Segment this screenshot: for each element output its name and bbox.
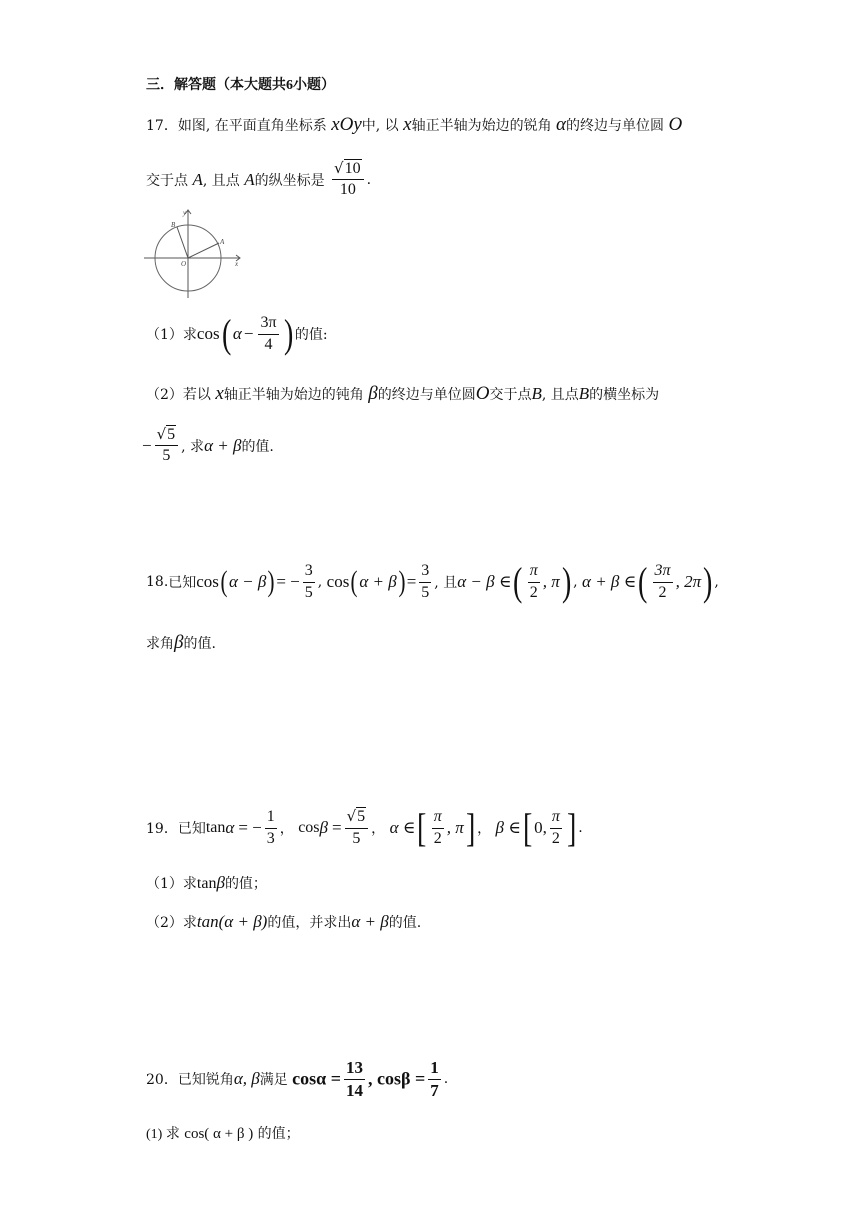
q18-expr2: α + β (359, 572, 397, 591)
q17-part2-text: 交于点 (489, 387, 532, 403)
q20-f2-den: 7 (430, 1080, 439, 1100)
q17-text: 的纵坐标是 (254, 172, 325, 189)
q20-frac1 (344, 1058, 365, 1100)
label-O: O (181, 260, 187, 268)
q19-frac3 (432, 808, 444, 848)
q18-frac2 (419, 562, 431, 602)
q17-part2-B: B (578, 384, 590, 403)
q17-period: . (366, 171, 372, 188)
q19-sep: ， (371, 821, 386, 837)
q18-cos1: cos (196, 572, 219, 591)
q17-part2-text: 轴正半轴为始边的钝角 (223, 387, 364, 403)
q18-frac3 (528, 562, 540, 602)
q17-text: 如图, 在平面直角坐标系 (177, 118, 327, 134)
q20-cos1: cosα = (292, 1068, 341, 1089)
q18-twopi: , 2π (675, 572, 702, 591)
q18-text: , 且 (434, 575, 458, 591)
ray-OB (177, 227, 188, 258)
ray-OA (188, 243, 219, 258)
q19-f3-den: 2 (433, 829, 442, 847)
label-B: B (171, 221, 176, 229)
q17-A: A (192, 169, 203, 189)
q18-line2 (146, 632, 216, 654)
q19-alpha-in: α ∈ (389, 818, 416, 837)
q17-line2 (146, 160, 371, 200)
q17-part2-beta: β (368, 383, 378, 404)
q20-f1-num: 13 (344, 1058, 365, 1080)
q20-part1-tail: 的值； (257, 1126, 300, 1142)
q18-f2-den: 5 (421, 583, 430, 601)
q19-text: 已知 (177, 821, 206, 837)
q19-f3-num: π (432, 808, 444, 828)
q17-text: 的终边与单位圆 (566, 118, 665, 134)
section-heading-tail: 小题） (293, 77, 335, 93)
q17-text: 交于点 (146, 172, 188, 189)
q17-line1 (146, 114, 682, 136)
q17-part1-tail: 的值: (294, 327, 328, 343)
q19-part2-expr2: α + β (351, 912, 389, 931)
q18-f2-num: 3 (419, 562, 431, 582)
q17-part2-tail: 的值. (241, 438, 274, 455)
q20-part1-label: (1) 求 (146, 1127, 180, 1142)
q19-number: 19． (146, 821, 178, 837)
q18-number: 18. (146, 574, 169, 590)
q18-f4-num: 3π (653, 562, 673, 582)
q17-frac-num: 10 (344, 160, 361, 177)
q18-expr1: α − β (228, 572, 267, 591)
q17-part1: （1）求cos( α − $\frac{3\pi}{4}$ ) 的值: (146, 311, 328, 356)
q18-f3-num: π (528, 562, 540, 582)
q18-line2-text: 求角 (146, 636, 174, 652)
q17-part2-text: , 且点 (541, 387, 579, 403)
q17-text: 轴正半轴为始边的锐角 (411, 118, 552, 134)
q17-part1-cos: cos (196, 324, 220, 343)
q20-f2-num: 1 (428, 1058, 441, 1080)
q19-beta: β (319, 818, 328, 837)
q18-f3-den: 2 (529, 583, 538, 601)
q19-eq2: = (332, 818, 342, 837)
q17-part2-B: B (531, 384, 542, 403)
q17-A: A (244, 169, 255, 189)
q20-line1 (146, 1058, 448, 1100)
q18-expr3: α − β ∈ (457, 572, 512, 591)
q17-part1-num: 3π (258, 314, 278, 334)
q19-part1-beta: β (216, 873, 225, 892)
q17-part1-alpha: α (232, 324, 242, 343)
q19-sep: ， (279, 821, 294, 837)
q20-frac2 (428, 1058, 441, 1100)
q18-tail: 的值. (183, 636, 216, 652)
q17-part2-x: x (215, 383, 224, 404)
q19-cos: cos (298, 819, 320, 836)
q19-f4-num: π (550, 808, 562, 828)
q20-alpha-beta: α, β (233, 1069, 260, 1089)
q19-part2-expr: tan(α + β) (196, 912, 268, 931)
q19-beta-in: β ∈ (495, 818, 521, 837)
q19-part2-label: （2）求 (146, 915, 197, 931)
q18-pi: , π (542, 572, 560, 591)
q20-part1 (146, 1123, 300, 1143)
section-heading-text: 三．解答题（本大题共 (146, 77, 286, 93)
q17-text: 中, 以 (361, 118, 399, 134)
q19-tan: tan (205, 819, 226, 836)
q20-end: . (443, 1071, 449, 1088)
q17-part1-fraction (258, 314, 278, 354)
q17-alpha: α (556, 114, 567, 135)
q17-frac-den: 10 (339, 181, 356, 199)
q19-part1-label: （1）求 (146, 876, 197, 892)
q19-f1-num: 1 (265, 808, 277, 828)
q20-cos2: , cosβ = (367, 1068, 426, 1089)
q18-eq2: = (406, 572, 417, 591)
q19-part1-tan: tan (196, 875, 217, 892)
q19-eq1: = − (238, 818, 262, 837)
q17-fraction: $\frac{√10}{10}$ (332, 160, 364, 200)
q19-frac1 (265, 808, 277, 848)
q19-part2-mid: 的值，并求出 (267, 915, 352, 931)
q17-part2-O: O (475, 383, 490, 404)
q18-comma: , (317, 574, 323, 590)
q19-pi: , π (446, 818, 464, 837)
q17-part2-label: （2）若以 (146, 387, 211, 403)
q19-part1 (146, 873, 267, 893)
q17-part2-line1 (146, 383, 659, 405)
q18-beta: β (174, 632, 184, 653)
q17-part2-text: 的横坐标为 (589, 387, 660, 403)
q20-f1-den: 14 (345, 1080, 363, 1100)
q17-part2-den: 5 (162, 447, 171, 465)
q19-frac4 (550, 808, 562, 848)
q18-frac1 (303, 562, 315, 602)
q18-expr4: α + β ∈ (582, 572, 637, 591)
q19-f4-den: 2 (551, 829, 560, 847)
q19-part2 (146, 912, 421, 932)
q17-part2-num: 5 (167, 426, 176, 443)
q18-comma: , (573, 574, 578, 590)
q17-x: x (403, 114, 412, 135)
q19-end: . (578, 820, 583, 836)
section-count: 6 (286, 78, 293, 93)
q19-part2-tail: 的值. (388, 915, 422, 931)
q18-text: 已知 (168, 575, 197, 591)
label-A: A (220, 238, 225, 246)
q17-part2-text: 的终边与单位圆 (377, 387, 476, 403)
q17-O: O (668, 114, 683, 135)
q20-number: 20． (146, 1072, 178, 1089)
q17-part1-minus: − (243, 324, 254, 343)
q19-part1-tail: 的值； (224, 876, 267, 892)
q17-part2-line2 (142, 426, 274, 466)
q18-line1: 18.已知cos(α − β)= − $\frac{3}{5}$ , cos(α + β)= $\frac{3}{5}$ , 且α − β ∈( $\frac{\pi}{2}$ , π) , α + β ∈( $\frac{3\pi}{2}$ , 2π) , (146, 559, 719, 604)
q19-alpha: α (225, 818, 235, 837)
q20-text: 满足 (259, 1072, 288, 1089)
q19-zero: 0, (534, 818, 547, 837)
q17-part2-text: , 求 (181, 438, 205, 455)
q19-f2-num: 5 (357, 808, 366, 826)
q17-part1-den: 4 (264, 335, 273, 353)
q18-frac4 (653, 562, 673, 602)
q18-f1-num: 3 (303, 562, 315, 582)
q19-f2-den: 5 (352, 829, 361, 847)
q20-text: 已知锐角 (177, 1072, 234, 1089)
q18-f1-den: 5 (304, 583, 313, 601)
q18-f4-den: 2 (658, 583, 667, 601)
q19-sep: ， (477, 821, 492, 837)
q18-comma: , (714, 574, 719, 590)
q17-part2-sign: − (142, 435, 152, 455)
q17-part1-label: （1）求 (146, 327, 197, 343)
q18-cos2: cos (326, 572, 350, 591)
q17-part2-fraction: $\frac{√5}{5}$ (155, 426, 179, 466)
unit-circle-figure (140, 206, 250, 302)
q20-part1-expr: cos( α + β ) (184, 1126, 254, 1142)
q18-eq1: = − (276, 572, 300, 591)
q17-xoy: xOy (331, 114, 362, 135)
q19-f1-den: 3 (266, 829, 275, 847)
label-x: x (235, 260, 239, 268)
q19-line1: 19．已知tanα = − $\frac{1}{3}$ ， cosβ = $\frac{√5}{5}$ ， α ∈[ $\frac{\pi}{2}$ , π] ， β ∈[ 0, $\frac{\pi}{2}$ ] . (146, 805, 583, 850)
q17-part2-expr: α + β (204, 435, 242, 455)
q17-text: , 且点 (202, 172, 240, 189)
section-heading (146, 74, 335, 94)
q17-number: 17． (146, 118, 178, 134)
label-y: y (183, 209, 187, 217)
q19-frac2: $\frac{√5}{5}$ (345, 808, 369, 848)
